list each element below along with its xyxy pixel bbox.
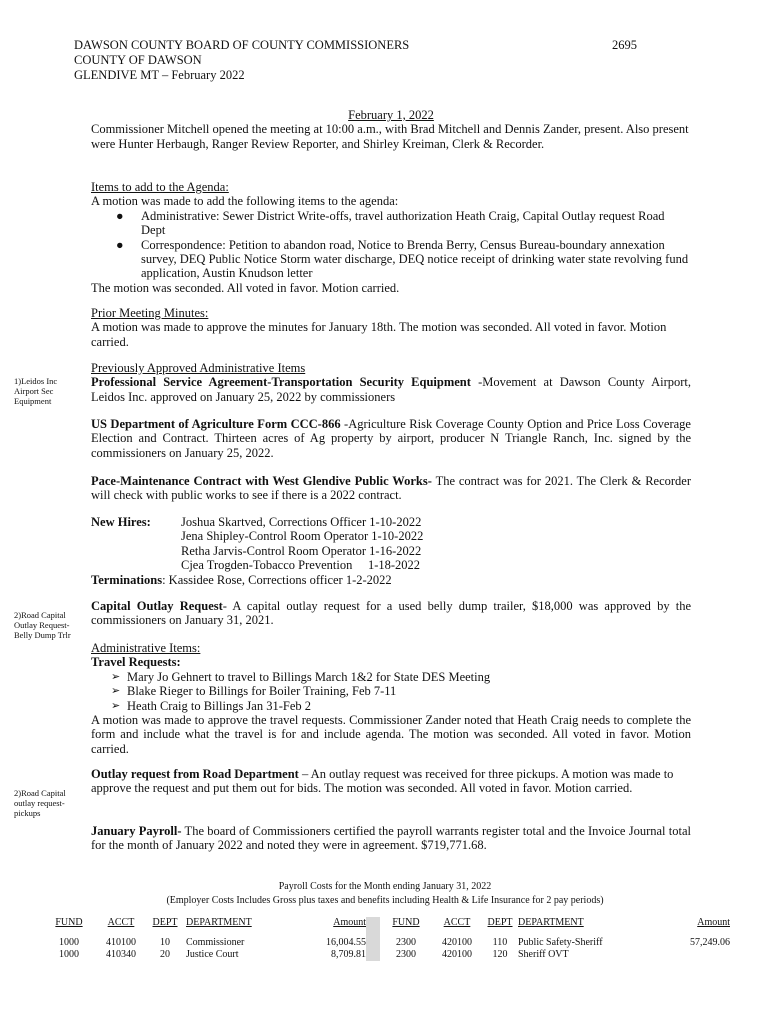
table-cell: 420100 — [442, 937, 472, 948]
previously-approved-section — [91, 361, 691, 404]
column-header: FUND — [55, 917, 83, 928]
arrow-bullet-icon: ➢ — [111, 670, 121, 683]
payroll-table-titles — [60, 880, 710, 908]
prior-minutes-heading: Prior Meeting Minutes: — [91, 306, 209, 320]
table-cell: 410340 — [106, 949, 136, 960]
hires-section — [91, 515, 691, 587]
table-header-row — [40, 917, 730, 937]
column-divider — [366, 917, 380, 937]
capital-outlay-text: Capital Outlay Request- A capital outlay request for a used belly dump trailer, $18,000 was approved by the commissioners on January 31, 2021. — [91, 599, 691, 628]
list-item: ● Correspondence: Petition to abandon road, Notice to Brenda Berry, Census Bureau-boundary annexation survey, DEQ Public Notice Storm water discharge, DEQ notice receipt of drinking water state revolving fund application, Austin Knudson letter — [116, 237, 689, 281]
bullet-icon: ● — [116, 208, 124, 223]
list-item: Retha Jarvis-Control Room Operator 1-16-2022 — [181, 543, 422, 558]
opening-section — [91, 108, 691, 151]
column-header: DEPARTMENT — [186, 917, 252, 928]
table-cell: Commissioner — [186, 937, 245, 948]
page-number: 2695 — [612, 38, 637, 52]
agenda-outcome: The motion was seconded. All voted in favor. Motion carried. — [91, 280, 400, 295]
table-cell: 10 — [160, 937, 170, 948]
table-cell: 2300 — [396, 949, 416, 960]
table-row — [40, 937, 730, 949]
prior-minutes-text: A motion was made to approve the minutes for January 18th. The motion was seconded. All voted in favor. Motion carried. — [91, 320, 667, 349]
usda-item — [91, 417, 691, 460]
header-board-name: DAWSON COUNTY BOARD OF COUNTY COMMISSIONERS — [74, 38, 410, 52]
arrow-bullet-icon: ➢ — [111, 685, 121, 698]
table-cell: 110 — [492, 937, 508, 948]
table-cell: 410100 — [106, 937, 136, 948]
administrative-items-section — [91, 641, 691, 756]
table-cell: 8,709.81 — [331, 949, 366, 960]
list-item: ➢ Heath Craig to Billings Jan 31-Feb 2 — [111, 698, 312, 713]
table-cell: Sheriff OVT — [518, 949, 569, 960]
road-outlay-section — [91, 767, 691, 796]
payroll-section — [91, 824, 691, 853]
margin-note-2: 2)Road Capital Outlay Request-Belly Dump Trlr — [14, 610, 71, 640]
list-item: Joshua Skartved, Corrections Officer 1-10-2022 — [181, 515, 422, 529]
table-cell: Public Safety-Sheriff — [518, 937, 603, 948]
margin-note-1: 1)Leidos Inc Airport Sec Equipment — [14, 376, 58, 406]
new-hires-block — [91, 515, 691, 573]
list-item: ➢ Mary Jo Gehnert to travel to Billings March 1&2 for State DES Meeting — [111, 669, 491, 684]
previously-approved-item-3: Pace-Maintenance Contract with West Glendive Public Works- The contract was for 2021. The Clerk & Recorder will check with public works to see if there is a 2022 contract. — [91, 474, 692, 503]
previously-approved-heading: Previously Approved Administrative Items — [91, 361, 306, 375]
document-header — [74, 38, 409, 83]
column-header: Amount — [697, 917, 730, 928]
column-header: ACCT — [443, 917, 471, 928]
capital-outlay-section — [91, 599, 691, 628]
arrow-bullet-icon: ➢ — [111, 699, 121, 712]
table-cell — [642, 949, 730, 961]
opening-paragraph: Commissioner Mitchell opened the meeting at 10:00 a.m., with Brad Mitchell and Dennis Zander, present. Also present were Hunter Herbaugh, Ranger Review Reporter, and Shirley Kreiman, Clerk & Recorder. — [91, 122, 689, 151]
prior-minutes-section — [91, 306, 691, 349]
table-cell: 2300 — [396, 937, 416, 948]
meeting-date: February 1, 2022 — [348, 108, 434, 122]
payroll-table-title: Payroll Costs for the Month ending January 31, 2022 — [278, 881, 492, 892]
list-item: Jena Shipley-Control Room Operator 1-10-2022 — [181, 529, 424, 544]
new-hires-list — [181, 515, 423, 573]
agenda-section — [91, 180, 691, 295]
table-cell: 420100 — [442, 949, 472, 960]
terminations-line: Terminations: Kassidee Rose, Corrections officer 1-2-2022 — [91, 572, 392, 587]
table-cell: 57,249.06 — [690, 937, 730, 948]
new-hires-label: New Hires: — [91, 515, 151, 529]
travel-list — [91, 670, 691, 713]
admin-items-heading: Administrative Items: — [91, 641, 201, 655]
road-outlay-text: Outlay request from Road Department – An outlay request was received for three pickups. A motion was made to approve the request and put them out for bids. The motion was seconded. All voted in favor. Motion carried. — [91, 767, 674, 796]
column-header: ACCT — [107, 917, 135, 928]
column-header: DEPT — [487, 917, 513, 928]
column-header: DEPARTMENT — [518, 917, 584, 928]
payroll-text: January Payroll- The board of Commissioners certified the payroll warrants register total and the Invoice Journal total for the month of January 2022 and noted they were in agreement. $719,771.68. — [91, 824, 691, 853]
column-header: DEPT — [152, 917, 178, 928]
column-header: FUND — [392, 917, 420, 928]
previously-approved-item-2: US Department of Agriculture Form CCC-866 -Agriculture Risk Coverage County Option and Price Loss Coverage Election and Contract. Thirteen acres of Ag property by airport, producer N Triangle Ranch, Inc. signed by the commissioners on January 25, 2022. — [91, 417, 691, 460]
list-item: ➢ Blake Rieger to Billings for Boiler Training, Feb 7-11 — [111, 684, 397, 699]
bullet-icon: ● — [116, 237, 124, 252]
table-cell: 16,004.55 — [326, 937, 366, 948]
payroll-table — [40, 917, 730, 961]
agenda-heading: Items to add to the Agenda: — [91, 180, 229, 194]
table-cell: Justice Court — [186, 949, 239, 960]
header-location-date: GLENDIVE MT – February 2022 — [74, 68, 245, 82]
margin-note-3: 2)Road Capital outlay request-pickups — [14, 788, 66, 818]
table-cell: 1000 — [59, 949, 79, 960]
travel-motion: A motion was made to approve the travel requests. Commissioner Zander noted that Heath Craig needs to complete the form and include what the travel is for and include agenda. The motion was seconded. All voted in favor. Motion carried. — [91, 713, 691, 756]
table-row — [40, 949, 730, 961]
column-divider — [366, 937, 380, 949]
agenda-list — [91, 209, 691, 281]
agenda-intro: A motion was made to add the following items to the agenda: — [91, 194, 399, 209]
table-cell: 120 — [492, 949, 508, 960]
previously-approved-item-1: Professional Service Agreement-Transportation Security Equipment -Movement at Dawson County Airport, Leidos Inc. approved on January 25, 2022 by commissioners — [91, 375, 691, 404]
table-cell: 20 — [160, 949, 170, 960]
pace-item — [91, 474, 691, 503]
header-county: COUNTY OF DAWSON — [74, 53, 202, 67]
column-divider — [366, 949, 380, 961]
table-cell: 1000 — [59, 937, 79, 948]
travel-requests-label: Travel Requests: — [91, 655, 181, 670]
payroll-table-subtitle: (Employer Costs Includes Gross plus taxes and benefits including Health & Life Insurance for 2 pay periods) — [166, 895, 604, 906]
list-item: ● Administrative: Sewer District Write-offs, travel authorization Heath Craig, Capital Outlay request Road Dept — [116, 208, 665, 238]
column-header: Amount — [333, 917, 366, 928]
list-item: Cjea Trogden-Tobacco Prevention 1-18-2022 — [181, 558, 421, 573]
